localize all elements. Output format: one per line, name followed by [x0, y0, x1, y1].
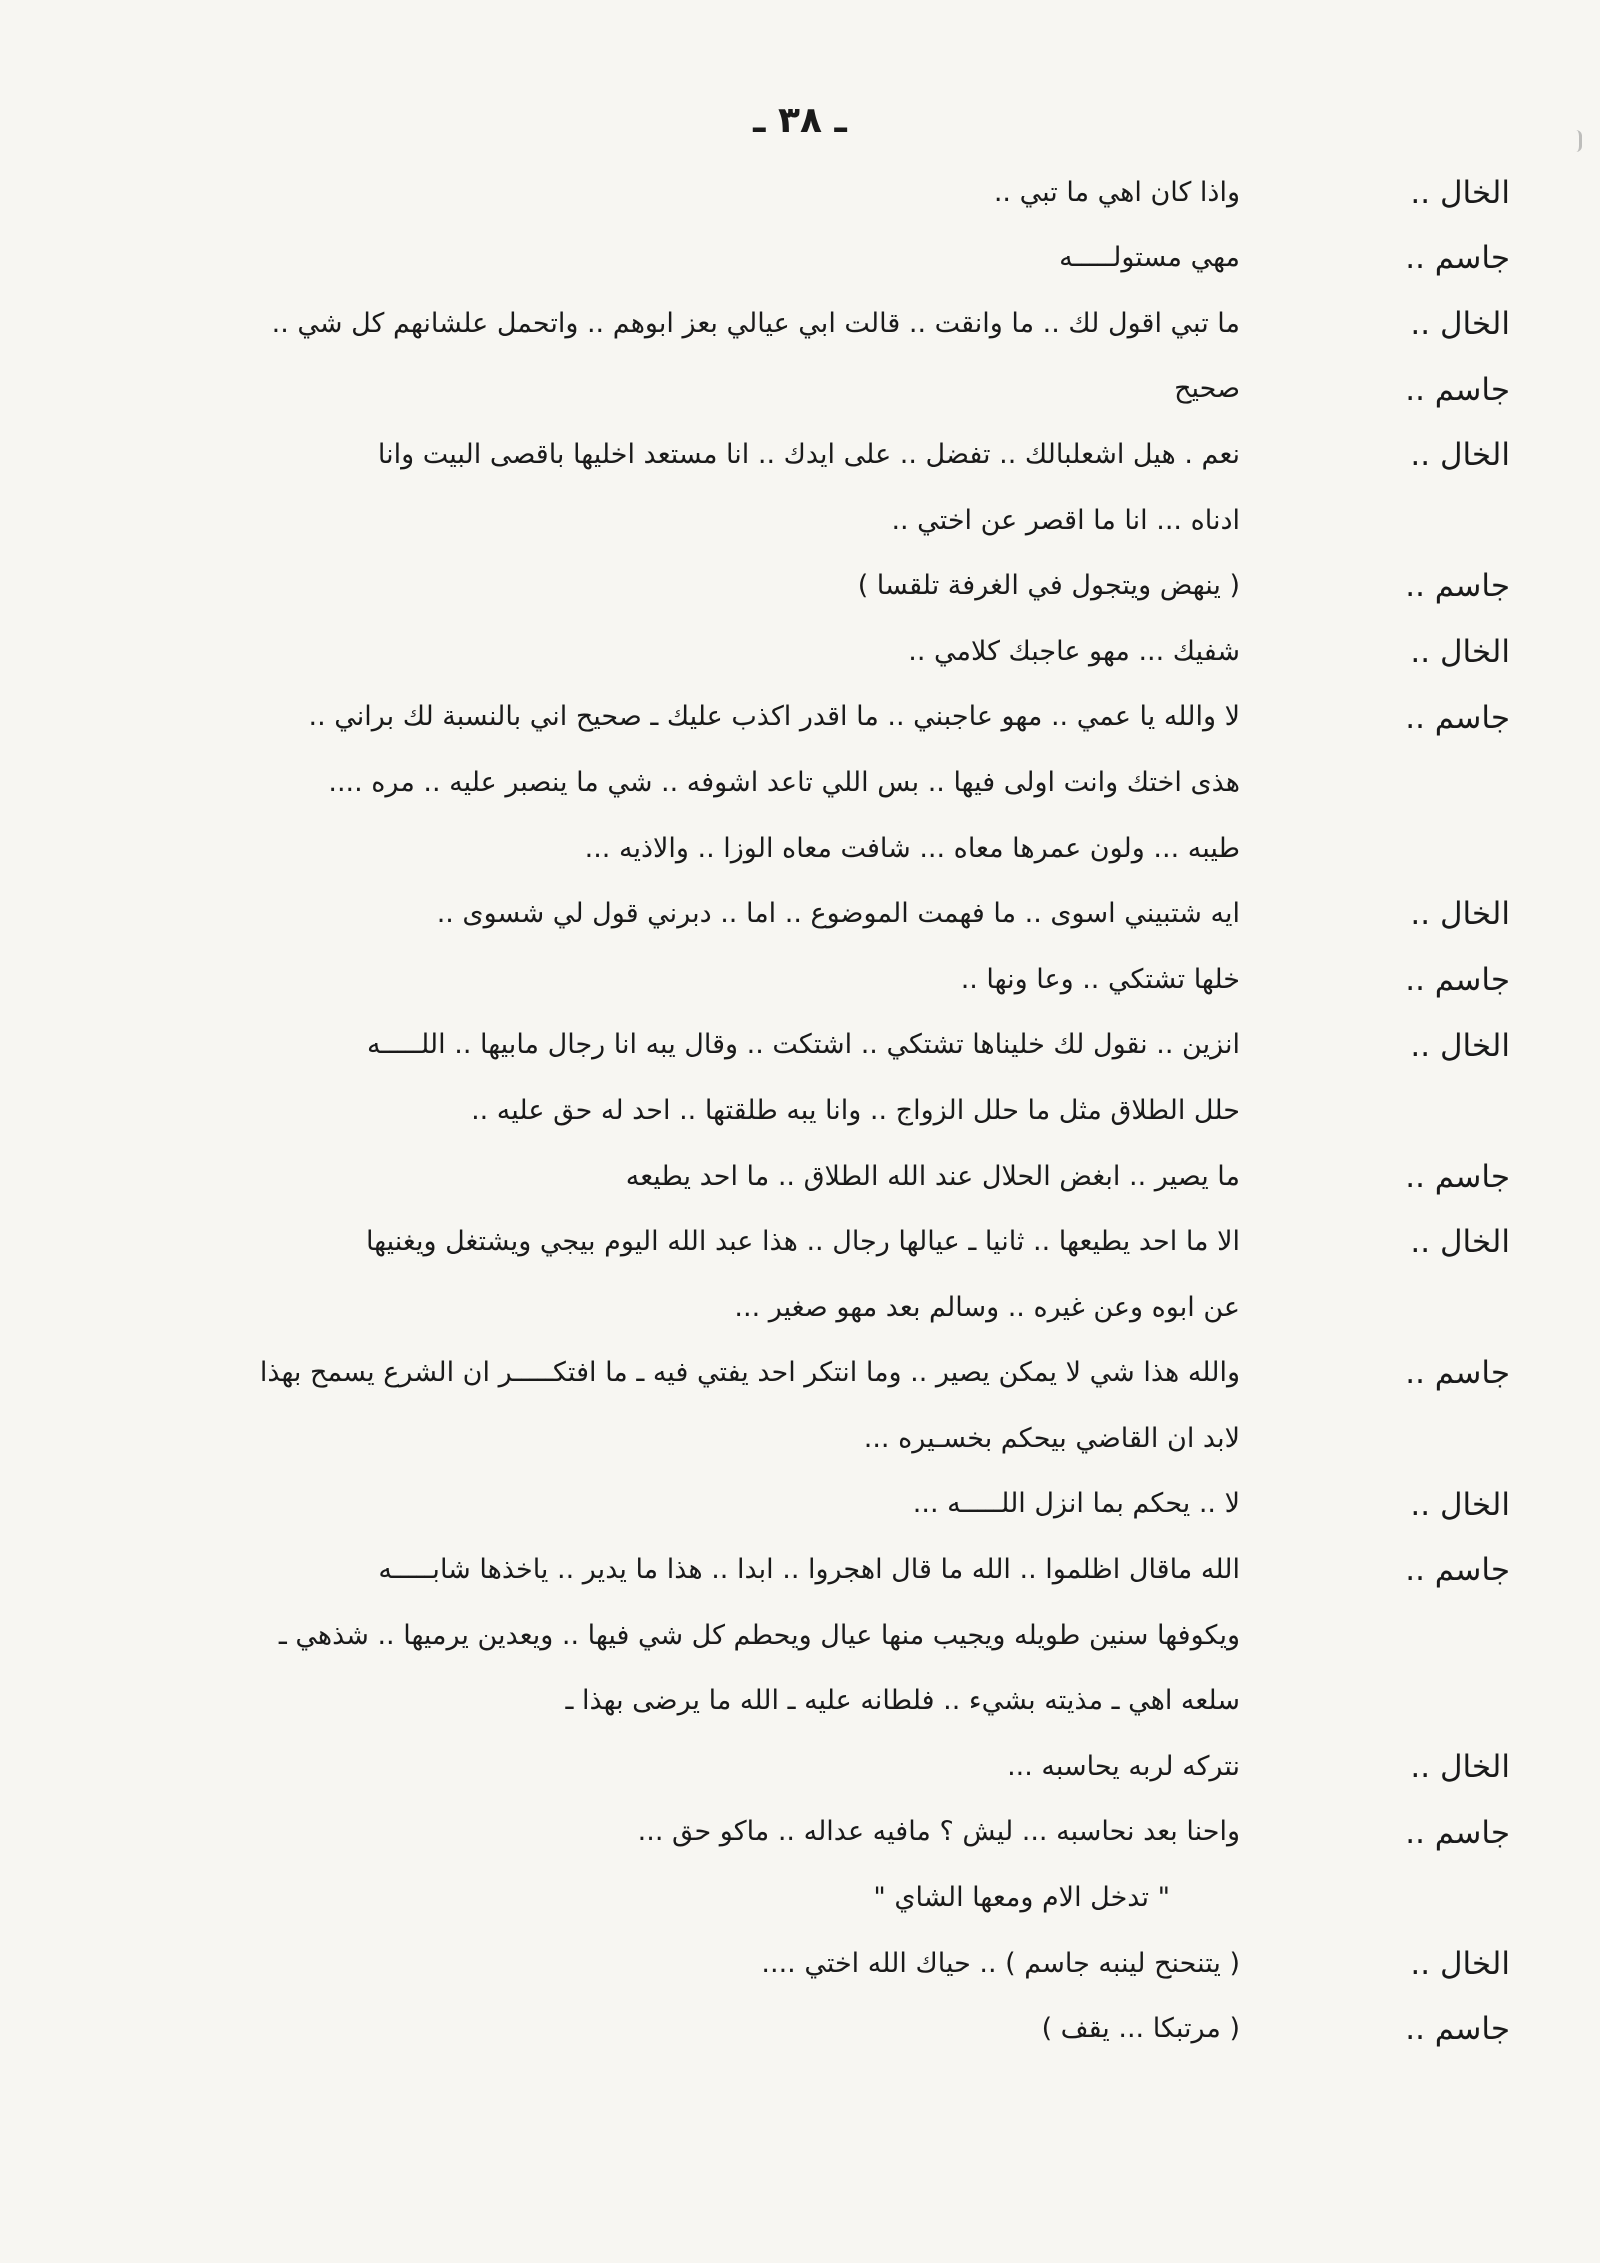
dialogue-text: لا .. يحكم بما انزل اللـــــه ... — [912, 1488, 1240, 1520]
script-line — [80, 1865, 1520, 1931]
speaker-name: الخال .. — [1410, 1027, 1510, 1064]
dialogue-text: حلل الطلاق مثل ما حلل الزواج .. وانا يبه طلقتها .. احد له حق عليه .. — [471, 1094, 1240, 1126]
dialogue-text: ايه شتبيني اسوى .. ما فهمت الموضوع .. اما .. دبرني قول لي شسوى .. — [436, 898, 1240, 930]
speaker-name: جاسم .. — [1405, 568, 1510, 605]
dialogue-text: لا والله يا عمي .. مهو عاجبني .. ما اقدر اكذب عليك ـ صحيح اني بالنسبة لك براني .. — [308, 701, 1240, 733]
speaker-name: جاسم .. — [1405, 961, 1510, 998]
speaker-name: الخال .. — [1410, 1945, 1510, 1982]
speaker-name: جاسم .. — [1405, 1814, 1510, 1851]
dialogue-text: خلها تشتكي .. وعا ونها .. — [960, 963, 1240, 995]
speaker-name: الخال .. — [1410, 1224, 1510, 1261]
dialogue-text: ( مرتبكا ... يقف ) — [1041, 2013, 1240, 2045]
script-line — [80, 619, 1520, 685]
script-line — [80, 1734, 1520, 1800]
script-lines — [80, 160, 1520, 2062]
dialogue-text: مهي مستولـــــه — [1059, 242, 1240, 274]
speaker-name: الخال .. — [1410, 1486, 1510, 1523]
dialogue-text: والله هذا شي لا يمكن يصير .. وما انتكر احد يفتي فيه ـ ما افتكـــــر ان الشرع يسمح بهذا — [259, 1357, 1240, 1389]
speaker-name: الخال .. — [1410, 896, 1510, 933]
dialogue-text: انزين .. نقول لك خليناها تشتكي .. اشتكت .. وقال يبه انا رجال مابيها .. اللـــــه — [366, 1029, 1240, 1061]
script-line — [80, 226, 1520, 292]
speaker-name: جاسم .. — [1405, 371, 1510, 408]
script-line — [80, 1341, 1520, 1407]
dialogue-text: شفيك ... مهو عاجبك كلامي .. — [908, 635, 1240, 667]
script-line — [80, 554, 1520, 620]
dialogue-text: نعم . هيل اشعلبالك .. تفضل .. على ايدك .. انا مستعد اخليها باقصى البيت وانا — [377, 438, 1240, 470]
speaker-name: جاسم .. — [1405, 1355, 1510, 1392]
script-line — [80, 291, 1520, 357]
speaker-name: جاسم .. — [1405, 2011, 1510, 2048]
speaker-name: الخال .. — [1410, 633, 1510, 670]
script-line — [80, 422, 1520, 488]
script-line — [80, 1931, 1520, 1997]
script-line — [80, 1275, 1520, 1341]
script-line — [80, 947, 1520, 1013]
script-line — [80, 1013, 1520, 1079]
dialogue-text: ( يتنحنح لينبه جاسم ) .. حياك الله اختي .... — [761, 1947, 1240, 1979]
script-line — [80, 750, 1520, 816]
dialogue-text: واحنا بعد نحاسبه ... ليش ؟ مافيه عداله .. ماكو حق ... — [637, 1816, 1240, 1848]
dialogue-text: ( ينهض ويتجول في الغرفة تلقسا ) — [857, 570, 1240, 602]
script-line — [80, 1210, 1520, 1276]
dialogue-text: طيبه ... ولون عمرها معاه ... شافت معاه الوزا .. والاذيه ... — [584, 832, 1240, 864]
speaker-name: جاسم .. — [1405, 699, 1510, 736]
dialogue-text: صحيح — [1174, 373, 1240, 405]
script-line — [80, 1603, 1520, 1669]
speaker-name: جاسم .. — [1405, 1552, 1510, 1589]
speaker-name: جاسم .. — [1405, 1158, 1510, 1195]
script-line — [80, 1669, 1520, 1735]
dialogue-text: " تدخل الام ومعها الشاي " — [873, 1882, 1170, 1914]
dialogue-text: الا ما احد يطيعها .. ثانيا ـ عيالها رجال .. هذا عبد الله اليوم بيجي ويشتغل ويغنيها — [365, 1226, 1240, 1258]
script-line — [80, 816, 1520, 882]
script-line — [80, 1078, 1520, 1144]
dialogue-text: سلعه اهي ـ مذيته بشيء .. فلطانه عليه ـ الله ما يرضى بهذا ـ — [565, 1685, 1240, 1717]
dialogue-text: ادناه ... انا ما اقصر عن اختي .. — [891, 504, 1240, 536]
script-line — [80, 160, 1520, 226]
script-line — [80, 685, 1520, 751]
dialogue-text: ما يصير .. ابغض الحلال عند الله الطلاق .. ما احد يطيعه — [625, 1160, 1240, 1192]
dialogue-text: لابد ان القاضي بيحكم بخسـيره ... — [863, 1422, 1240, 1454]
script-line — [80, 1800, 1520, 1866]
dialogue-text: عن ابوه وعن غيره .. وسالم بعد مهو صغير ... — [734, 1291, 1240, 1323]
dialogue-text: هذى اختك وانت اولى فيها .. بس اللي تاعد اشوفه .. شي ما ينصبر عليه .. مره .... — [328, 766, 1240, 798]
speaker-name: الخال .. — [1410, 305, 1510, 342]
speaker-name: الخال .. — [1410, 437, 1510, 474]
speaker-name: جاسم .. — [1405, 240, 1510, 277]
script-line — [80, 1472, 1520, 1538]
speaker-name: الخال .. — [1410, 1749, 1510, 1786]
speaker-name: الخال .. — [1410, 174, 1510, 211]
dialogue-text: الله ماقال اظلموا .. الله ما قال اهجروا .. ابدا .. هذا ما يدير .. ياخذها شابـــــه — [378, 1554, 1240, 1586]
dialogue-text: ما تبي اقول لك .. ما وانقت .. قالت ابي عيالي بعز ابوهم .. واتحمل علشانهم كل شي .. — [271, 307, 1240, 339]
script-line — [80, 1537, 1520, 1603]
dialogue-text: واذا كان اهي ما تبي .. — [993, 176, 1240, 208]
page-number: ـ ٣٨ ـ — [753, 100, 847, 141]
script-line — [80, 1997, 1520, 2063]
script-line — [80, 1144, 1520, 1210]
dialogue-text: نتركه لربه يحاسبه ... — [1007, 1750, 1240, 1782]
script-line — [80, 1406, 1520, 1472]
script-line — [80, 882, 1520, 948]
script-line — [80, 357, 1520, 423]
dialogue-text: ويكوفها سنين طويله ويجيب منها عيال ويحطم كل شي فيها .. ويعدين يرميها .. شذهي ـ — [278, 1619, 1240, 1651]
script-line — [80, 488, 1520, 554]
